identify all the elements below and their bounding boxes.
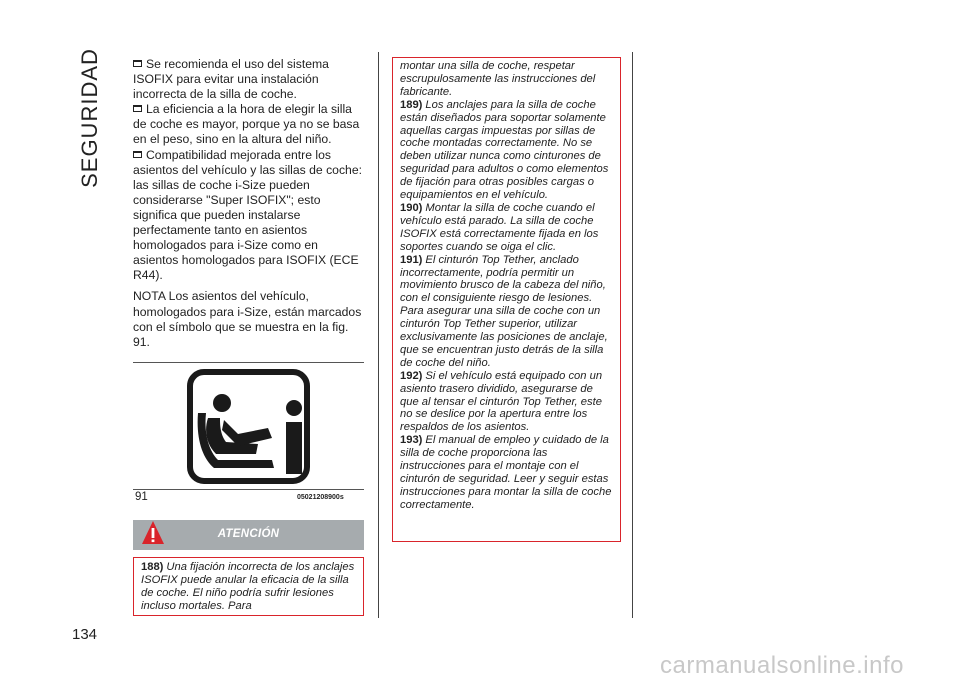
- bullet-icon: [133, 60, 142, 67]
- bullet-icon: [133, 105, 142, 112]
- warning-box-continuation: [392, 57, 621, 542]
- warning-header: [133, 520, 364, 550]
- warning-item: 193) El manual de empleo y cuidado de la silla de coche proporciona las instrucciones para el montaje con el cinturón de seguridad. Leer y seguir estas instrucciones para montar la silla de coche correctamente.: [400, 434, 612, 511]
- page-number: 134: [72, 626, 98, 643]
- continuation-text: montar una silla de coche, respetar escrupulosamente las instrucciones del fabricante.: [400, 60, 596, 98]
- warning-item: 188) Una fijación incorrecta de los anclajes ISOFIX puede anular la eficacia de la silla de coche. El niño podría sufrir lesiones incluso mortales. Para: [141, 561, 355, 612]
- warning-box-188: [133, 557, 364, 616]
- watermark: carmanualsonline.info: [660, 652, 904, 679]
- warning-item: 190) Montar la silla de coche cuando el vehículo está parado. La silla de coche ISOFIX está correctamente fijada en los soportes cuando se oiga el clic.: [400, 201, 599, 253]
- bullet-paragraph: La eficiencia a la hora de elegir la silla de coche es mayor, porque ya no se basa en el peso, sino en la altura del niño.: [133, 102, 360, 147]
- note-paragraph: NOTA Los asientos del vehículo, homologados para i-Size, están marcados con el símbolo que se muestra en la fig. 91.: [133, 289, 362, 349]
- figure-top-rule: [133, 362, 364, 363]
- warning-item: 192) Si el vehículo está equipado con un asiento trasero dividido, asegurarse de que al tensar el cinturón Top Tether, este no se deslice por la apertura entre los respaldos de los asientos.: [400, 369, 603, 434]
- column-divider: [632, 52, 633, 618]
- bullet-icon: [133, 151, 142, 158]
- column-divider: [378, 52, 379, 618]
- bullet-paragraph: Compatibilidad mejorada entre los asientos del vehículo y las sillas de coche: las sillas de coche i-Size pueden considerarse "Super ISOFIX"; esto significa que pueden instalarse perfectamente tanto en asientos homologados para i-Size como en asientos homologados para ISOFIX (ECE R44).: [133, 147, 362, 283]
- isofix-isize-symbol-icon: [186, 368, 311, 485]
- warning-title: ATENCIÓN: [217, 528, 280, 540]
- main-column: [133, 57, 365, 350]
- figure-code: 05021208900s: [297, 494, 344, 501]
- warning-item: 189) Los anclajes para la silla de coche están diseñados para soportar solamente aquellas cargas impuestas por sillas de coche montadas correctamente. No se deben utilizar nunca como cinturones de seguridad para adultos o como elementos de fijación para otras posibles cargas o equipamientos en el vehículo.: [400, 98, 609, 202]
- bullet-paragraph: Se recomienda el uso del sistema ISOFIX para evitar una instalación incorrecta de la silla de coche.: [133, 57, 329, 102]
- figure-bottom-rule: [133, 489, 364, 490]
- section-title: SEGURIDAD: [77, 48, 103, 188]
- warning-item: 191) El cinturón Top Tether, anclado incorrectamente, podría permitir un movimiento brusco de la cabeza del niño, con el consiguiente riesgo de lesiones. Para asegurar una silla de coche con un cinturón Top Tether superior, utilizar exclusivamente las posiciones de anclaje, que se encuentran justo detrás de la silla de coche del niño.: [400, 253, 608, 369]
- figure-label: 91: [135, 491, 148, 503]
